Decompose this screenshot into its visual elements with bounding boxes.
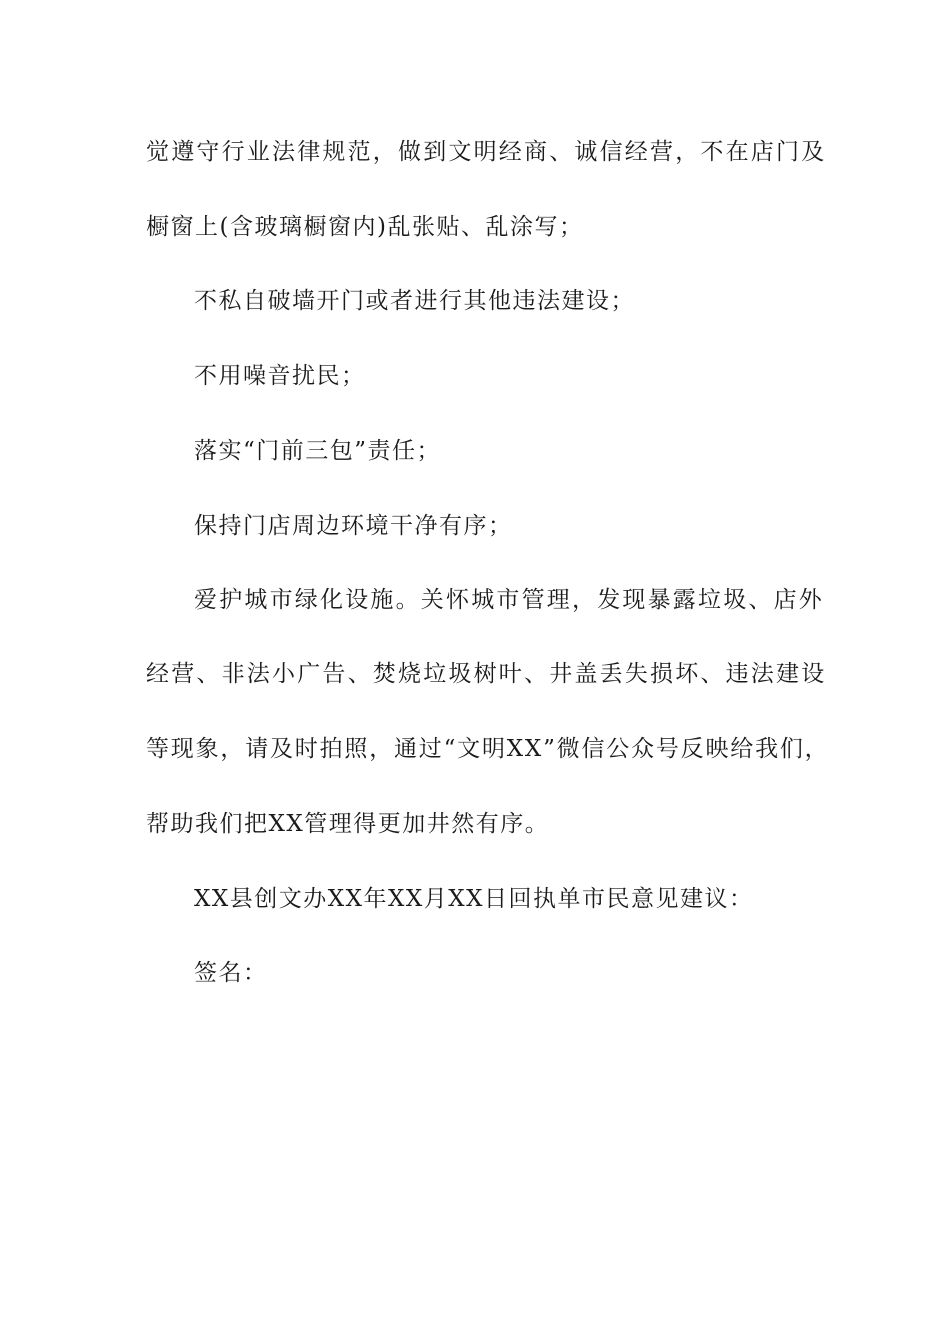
paragraph-line: 觉遵守行业法律规范，做到文明经商、诚信经营，不在店门及: [146, 139, 827, 165]
paragraph-line: 等现象，请及时拍照，通过“文明XX”微信公众号反映给我们，: [146, 736, 830, 762]
paragraph-line: 爱护城市绿化设施。关怀城市管理，发现暴露垃圾、店外: [194, 587, 824, 613]
signature-label: 签名：: [194, 960, 268, 986]
paragraph-line: 经营、非法小广告、焚烧垃圾树叶、井盖丢失损坏、违法建设: [146, 661, 827, 687]
paragraph-line: 不用噪音扰民；: [194, 363, 366, 389]
paragraph-line: 落实“门前三包”责任；: [194, 438, 442, 464]
receipt-header-line: XX县创文办XX年XX月XX日回执单市民意见建议：: [194, 886, 754, 912]
paragraph-line: 橱窗上(含玻璃橱窗内)乱张贴、乱涂写；: [146, 214, 584, 240]
paragraph-line: 不私自破墙开门或者进行其他违法建设；: [194, 288, 635, 314]
paragraph-line: 帮助我们把XX管理得更加井然有序。: [146, 811, 550, 837]
paragraph-line: 保持门店周边环境干净有序；: [194, 513, 513, 539]
